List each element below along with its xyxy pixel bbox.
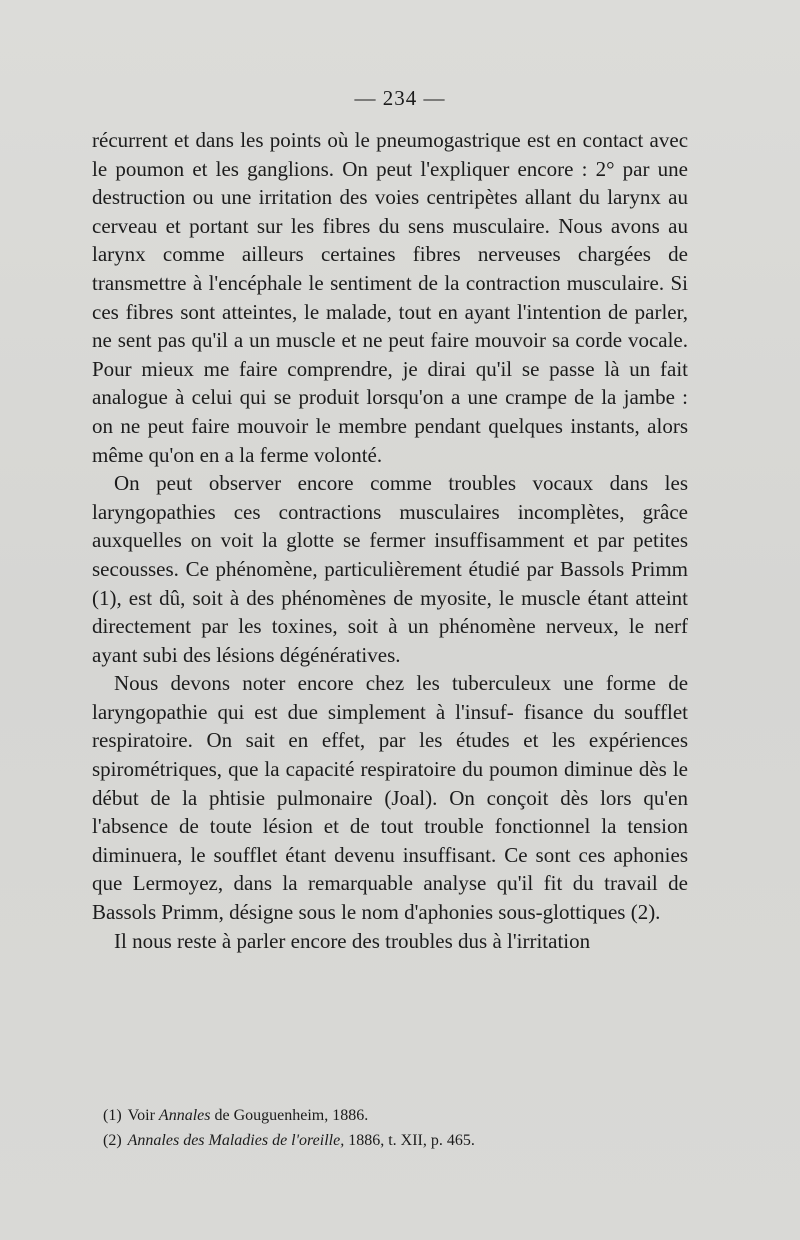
footnote-2 [103, 1128, 623, 1153]
text-line: étudié par Bassols Primm (1), est dû, soit à des phénomènes [92, 556, 689, 610]
text-line: études et les expériences spirométriques, que la capacité [92, 728, 688, 782]
footnote-text: 1886, t. XII, p. 465. [344, 1132, 475, 1149]
page-number: — 234 — [354, 86, 446, 110]
text-line: des lésions dégénératives. [182, 642, 401, 667]
text-line: mouvoir sa corde vocale. Pour mieux me faire comprendre, [92, 328, 688, 381]
text-line: fisance du soufflet respiratoire. On sait en effet, par les [92, 699, 689, 753]
text-line: toxines, soit à un phénomène nerveux, le nerf ayant subi [92, 614, 688, 667]
text-line: faire mouvoir le membre pendant quelques instants, alors [191, 413, 688, 438]
text-line: encore : 2° par une destruction ou une irritation des voies [92, 156, 688, 210]
text-line: produit lorsqu'on a une crampe de la jambe : on ne peut [92, 385, 689, 438]
text-line: ces fibres sont atteintes, le malade, tout en ayant l'intention [92, 299, 602, 324]
text-line: centripètes allant du larynx au cerveau et portant sur les [92, 185, 689, 238]
text-line: Nous devons noter encore chez les tuberculeux une [114, 671, 594, 696]
text-line: d'aphonies sous-glottiques (2). [404, 900, 661, 925]
text-line: Il nous reste à parler encore des troubles dus à l'irritation [114, 928, 591, 953]
footnotes [103, 1103, 623, 1153]
footnote-mark: (2) [103, 1132, 122, 1149]
footnote-italic: Annales [158, 1107, 211, 1124]
text-line: récurrent et dans les points où le pneumogastrique est en [92, 128, 577, 152]
text-line: je dirai qu'il se passe là un fait analogue à celui qui se [92, 356, 688, 410]
text-line: On peut observer encore comme troubles vocaux dans les [114, 471, 688, 496]
text-line: et par petites secousses. Ce phénomène, particulièrement [92, 528, 688, 581]
text-line: pulmonaire (Joal). On conçoit dès lors qu'en l'absence de [92, 785, 688, 839]
text-line: aphonies que Lermoyez, dans la remarquable analyse qu'il [92, 842, 688, 896]
paragraph-3 [92, 669, 688, 926]
text-line: contact avec le poumon et les ganglions. On peut l'expliquer [92, 128, 689, 181]
text-line: grâce auxquelles on voit la glotte se fermer insuffisamment [92, 499, 689, 553]
text-line: fit du travail de Bassols Primm, désigne sous le nom [92, 871, 688, 925]
footnote-text: de Gouguenheim, 1886. [210, 1107, 369, 1124]
paragraph-1 [92, 126, 688, 469]
footnote-italic: Annales des Maladies de l'oreille, [127, 1132, 345, 1149]
text-line: respiratoire du poumon diminue dès le début de la phtisie [92, 757, 689, 810]
text-line: laryngopathies ces contractions musculaires incomplètes, [92, 499, 625, 524]
text-line: à l'encéphale le sentiment de la contraction musculaire. Si [192, 270, 688, 295]
text-line: toute lésion et de tout trouble fonctionnel la tension [209, 814, 688, 839]
footnote-1 [103, 1103, 623, 1128]
text-line: de myosite, le muscle étant atteint directement par les [92, 585, 688, 639]
text-line: même qu'on en a la ferme volonté. [92, 442, 383, 467]
text-line: diminuera, le soufflet étant devenu insuffisant. Ce sont ces [92, 842, 606, 867]
body-text [92, 126, 688, 955]
paragraph-2 [92, 469, 688, 669]
text-line: ailleurs certaines fibres nerveuses chargées de transmettre [92, 242, 688, 295]
footnote-text: Voir [127, 1107, 159, 1124]
footnote-mark: (1) [103, 1107, 122, 1124]
text-line: de parler, ne sent pas qu'il a un muscle et ne peut faire [92, 299, 689, 353]
text-line: forme de laryngopathie qui est due simplement à l'insuf- [92, 671, 689, 724]
paragraph-4 [92, 927, 688, 956]
text-line: fibres du sens musculaire. Nous avons au larynx comme [92, 213, 688, 267]
